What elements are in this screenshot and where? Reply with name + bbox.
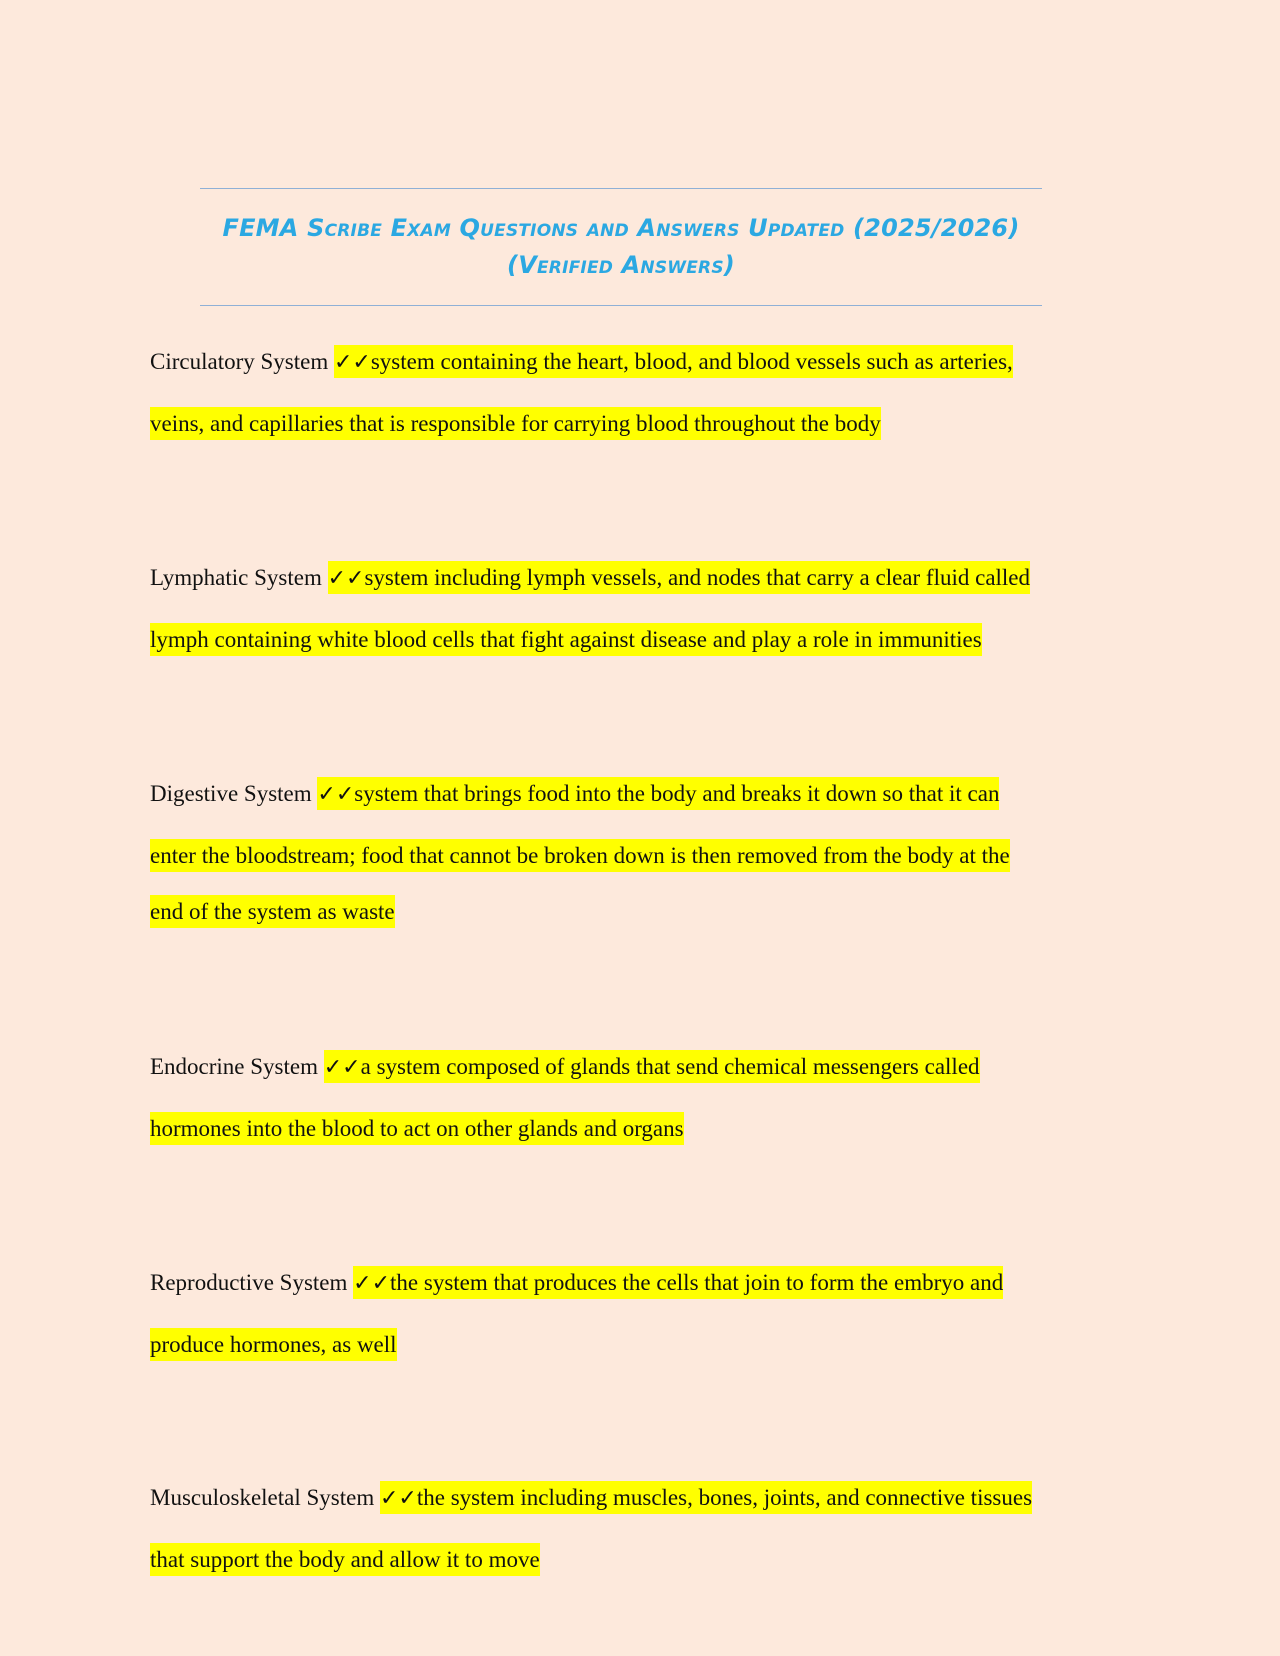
entry-term: Circulatory System (150, 349, 329, 374)
entry-line (150, 547, 1130, 609)
entry-line (150, 1467, 1130, 1529)
entry-definition-highlight (328, 561, 1030, 594)
glossary-entry-reproductive (150, 1252, 1130, 1376)
entry-line (150, 763, 1130, 825)
entry-definition-text: the system including muscles, bones, joints, and connective tissues (416, 1485, 1033, 1510)
double-check-icon: ✓✓ (327, 566, 365, 591)
entry-definition-highlight (334, 345, 1013, 378)
entry-line (150, 825, 1130, 887)
entry-line (150, 331, 1130, 393)
document-title-block (200, 188, 1042, 306)
entry-term: Digestive System (150, 781, 312, 806)
entry-line (150, 1036, 1130, 1098)
entry-definition-text: produce hormones, as well (150, 1328, 397, 1361)
entry-definition-text: that support the body and allow it to move (150, 1543, 540, 1576)
entry-definition-text: veins, and capillaries that is responsible for carrying blood throughout the body (150, 407, 881, 440)
entry-term: Reproductive System (150, 1270, 348, 1295)
entry-line (150, 1529, 1130, 1591)
glossary-entry-circulatory (150, 331, 1130, 455)
entry-line (150, 393, 1130, 455)
glossary-entry-musculoskeletal (150, 1467, 1130, 1591)
entry-definition-text: system containing the heart, blood, and blood vessels such as arteries, (370, 349, 1013, 374)
entry-definition-text: system that brings food into the body and breaks it down so that it can (354, 781, 1000, 806)
entry-definition-highlight (317, 777, 999, 810)
glossary-entry-lymphatic (150, 547, 1130, 671)
entry-definition-text: end of the system as waste (150, 895, 395, 928)
entry-definition-text: enter the bloodstream; food that cannot be broken down is then removed from the body at the (150, 839, 1010, 872)
double-check-icon: ✓✓ (379, 1486, 417, 1511)
entry-line (150, 609, 1130, 671)
document-title-line-1: FEMA Scribe Exam Questions and Answers Updated (2025/2026) (222, 214, 1020, 242)
glossary-entry-digestive (150, 763, 1130, 937)
entry-definition-highlight (353, 1266, 1003, 1299)
double-check-icon: ✓✓ (353, 1271, 391, 1296)
entry-line (150, 1098, 1130, 1160)
entry-definition-text: system including lymph vessels, and nodes that carry a clear fluid called (364, 565, 1031, 590)
entry-term: Endocrine System (150, 1054, 318, 1079)
entry-definition-highlight (380, 1481, 1032, 1514)
entry-definition-text: a system composed of glands that send chemical messengers called (360, 1054, 980, 1079)
entry-line (150, 1314, 1130, 1376)
document-title-line-2: (Verified Answers) (507, 251, 735, 279)
double-check-icon: ✓✓ (317, 782, 355, 807)
entry-definition-text: lymph containing white blood cells that fight against disease and play a role in immunities (150, 623, 982, 656)
entry-term: Lymphatic System (150, 565, 322, 590)
glossary-entry-endocrine (150, 1036, 1130, 1160)
entry-definition-text: the system that produces the cells that join to form the embryo and (390, 1270, 1004, 1295)
entry-line (150, 881, 1130, 937)
entry-definition-highlight (324, 1050, 980, 1083)
entry-term: Musculoskeletal System (150, 1485, 375, 1510)
double-check-icon: ✓✓ (323, 1055, 361, 1080)
double-check-icon: ✓✓ (333, 350, 371, 375)
entry-line (150, 1252, 1130, 1314)
entry-definition-text: hormones into the blood to act on other glands and organs (150, 1112, 684, 1145)
